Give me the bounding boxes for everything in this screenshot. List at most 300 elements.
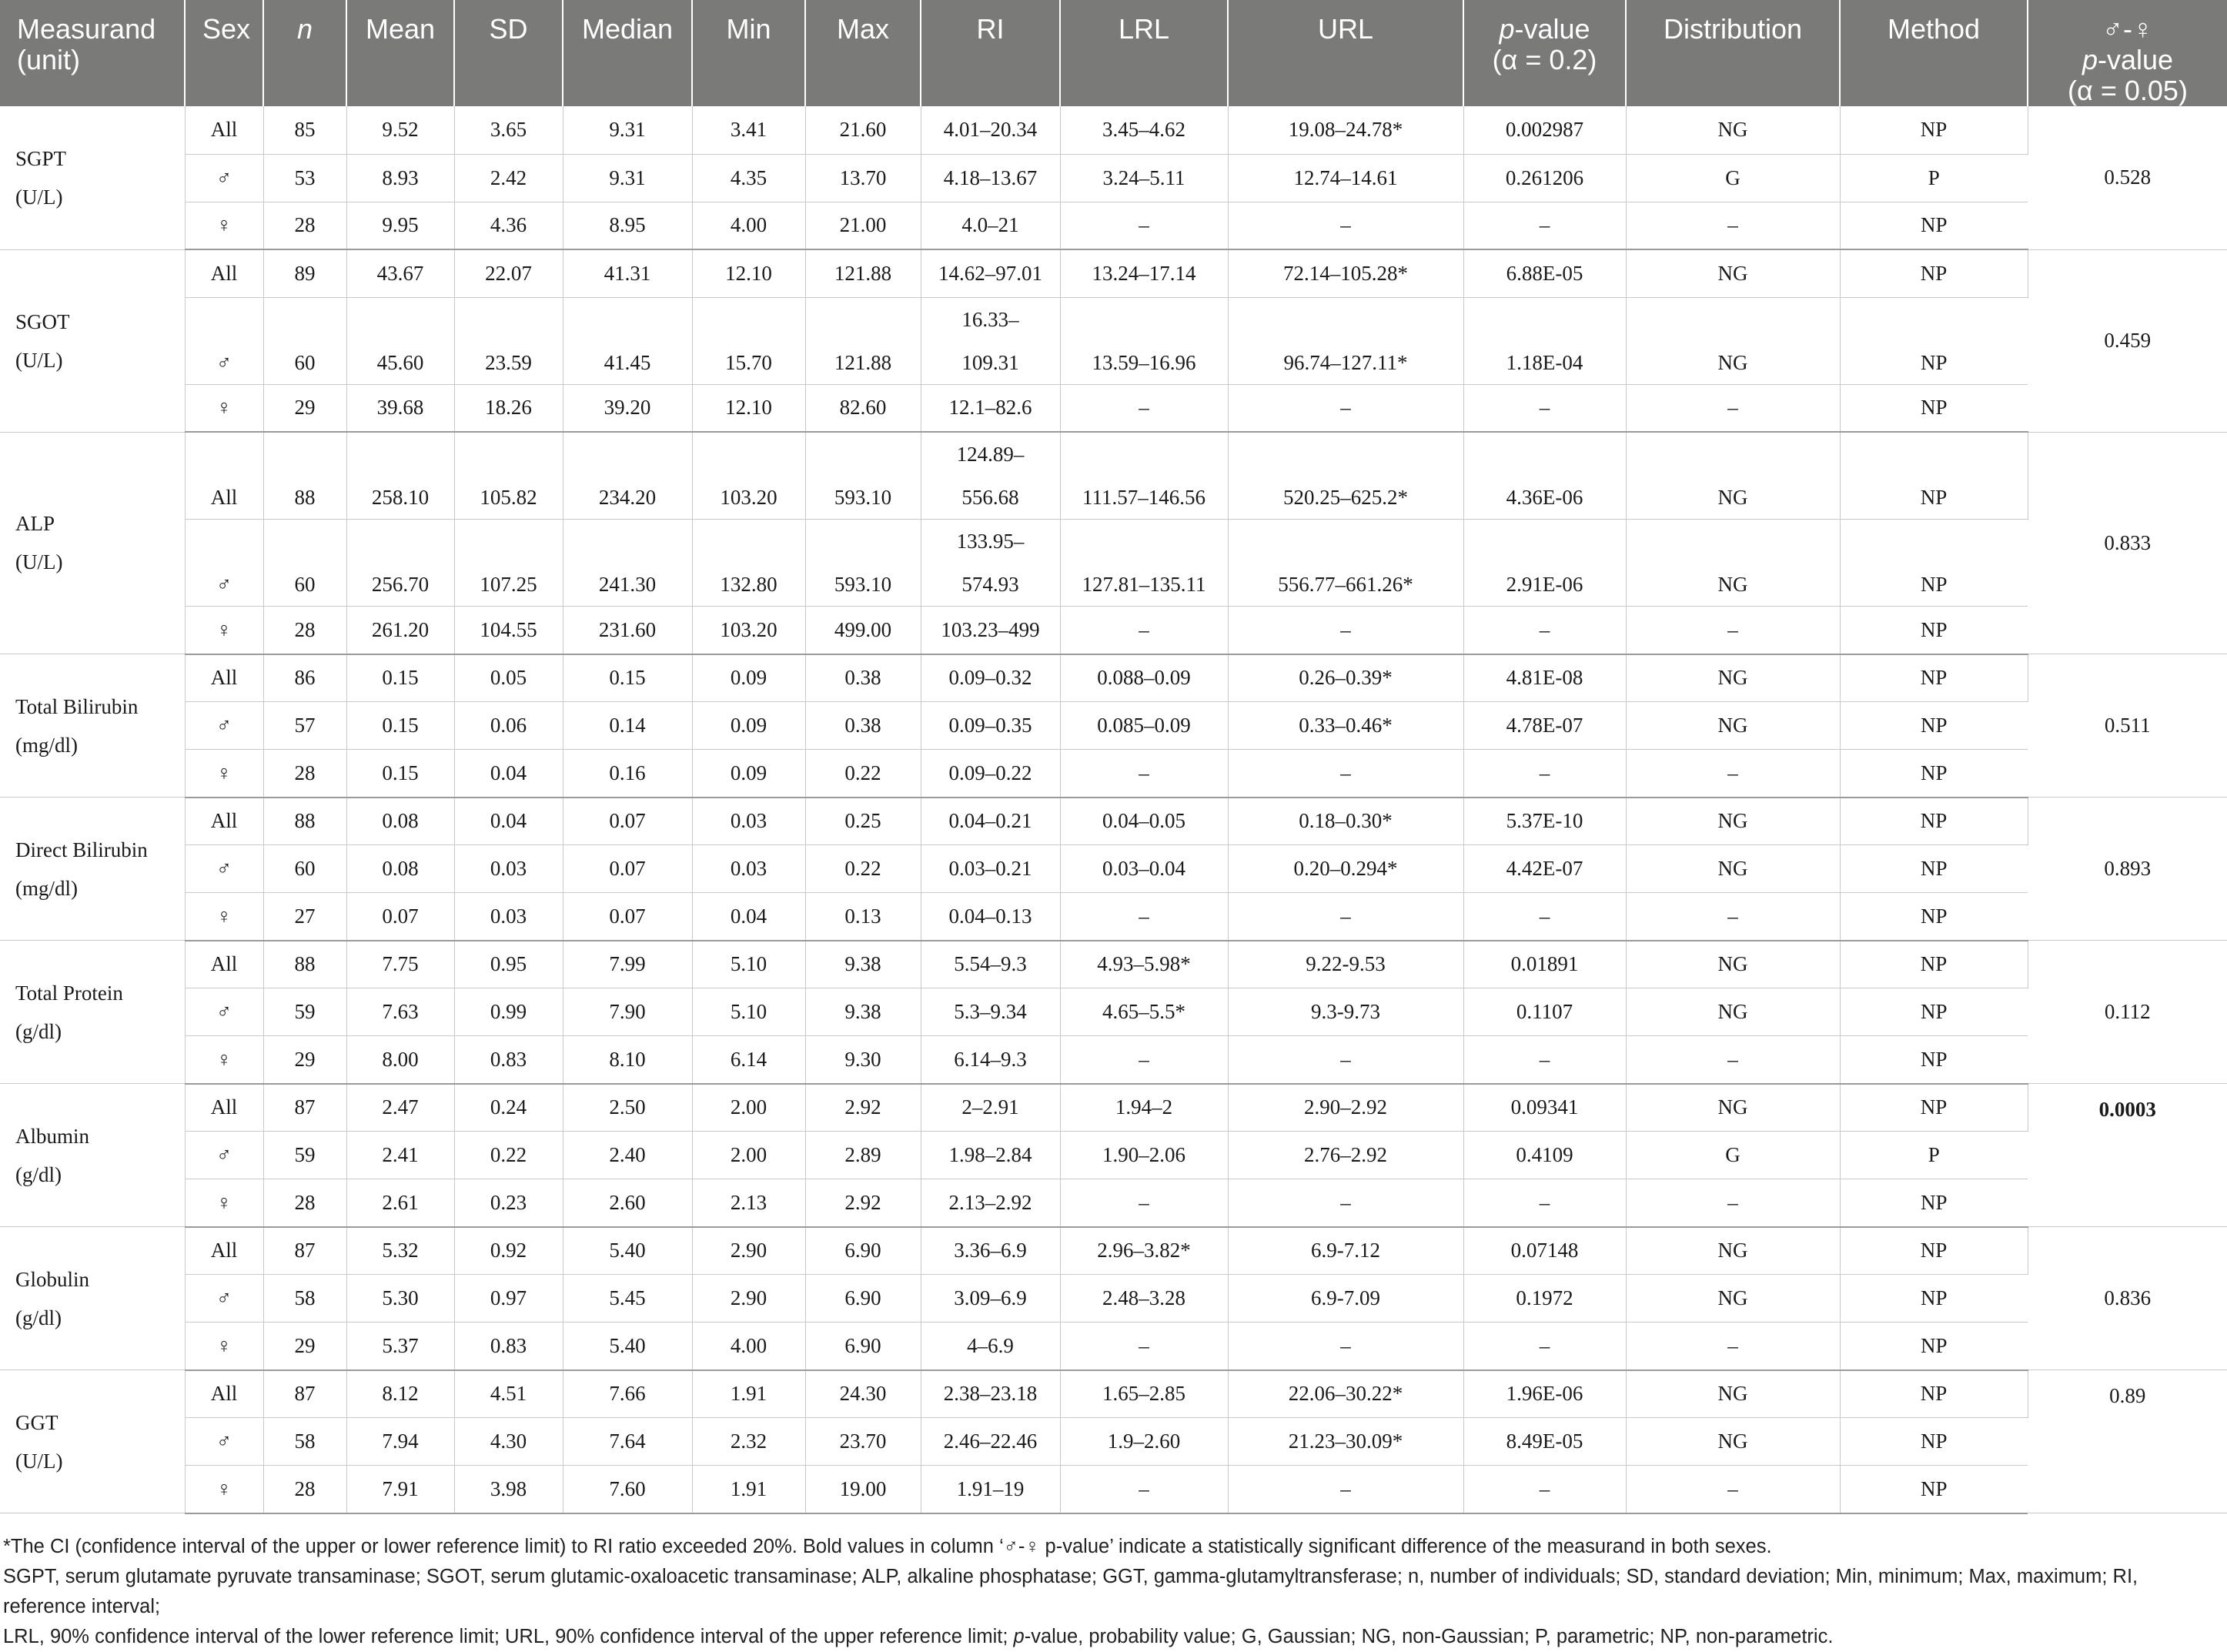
sd-cell: 0.23 [454, 1179, 563, 1227]
measurand-name: ALP [15, 512, 55, 536]
sex-cell: All [185, 1227, 263, 1275]
method-cell: NP [1840, 432, 2028, 520]
ri-cell: 6.14–9.3 [921, 1036, 1060, 1084]
lrl-cell: – [1060, 750, 1228, 798]
lrl-cell: 3.24–5.11 [1060, 154, 1228, 202]
ri-cell: 4.18–13.67 [921, 154, 1060, 202]
url-cell: 520.25–625.2* [1228, 432, 1463, 520]
p-value-cell: 0.09341 [1463, 1084, 1626, 1132]
median-cell: 0.07 [563, 798, 692, 845]
table-row [0, 1227, 2227, 1275]
ri-cell: 5.54–9.3 [921, 941, 1060, 988]
min-cell: 103.20 [692, 607, 805, 654]
ri-cell: 5.3–9.34 [921, 988, 1060, 1036]
sex-cell: ♂ [185, 297, 263, 384]
p-value-cell: – [1463, 1466, 1626, 1513]
method-cell: P [1840, 1132, 2028, 1179]
lrl-cell: 1.65–2.85 [1060, 1370, 1228, 1418]
n-cell: 28 [263, 750, 346, 798]
n-cell: 89 [263, 249, 346, 297]
table-row [0, 249, 2227, 297]
sex-difference-p-value-cell: 0.511 [2028, 654, 2227, 798]
method-cell: NP [1840, 798, 2028, 845]
measurand-cell [0, 432, 185, 654]
table-row [0, 384, 2227, 432]
p-value-cell: 0.002987 [1463, 106, 1626, 154]
url-cell: – [1228, 893, 1463, 941]
method-cell: NP [1840, 893, 2028, 941]
n-cell: 59 [263, 988, 346, 1036]
sd-cell: 104.55 [454, 607, 563, 654]
method-cell: NP [1840, 750, 2028, 798]
n-cell: 60 [263, 297, 346, 384]
url-cell: – [1228, 1036, 1463, 1084]
method-cell: NP [1840, 654, 2028, 702]
sex-cell: ♀ [185, 1179, 263, 1227]
median-cell: 39.20 [563, 384, 692, 432]
ri-cell: 14.62–97.01 [921, 249, 1060, 297]
p-value-cell: 2.91E-06 [1463, 520, 1626, 607]
max-cell: 121.88 [805, 249, 921, 297]
url-cell: 0.20–0.294* [1228, 845, 1463, 893]
mean-cell: 258.10 [346, 432, 454, 520]
lrl-cell: 0.088–0.09 [1060, 654, 1228, 702]
mean-cell: 0.07 [346, 893, 454, 941]
distribution-cell: NG [1626, 654, 1840, 702]
median-cell: 9.31 [563, 154, 692, 202]
n-cell: 58 [263, 1275, 346, 1323]
ri-cell [921, 520, 1060, 607]
ri-cell: 4.0–21 [921, 202, 1060, 249]
min-cell: 1.91 [692, 1370, 805, 1418]
sd-cell: 0.05 [454, 654, 563, 702]
table-body [0, 106, 2227, 1513]
distribution-cell: – [1626, 1179, 1840, 1227]
median-cell: 5.40 [563, 1323, 692, 1370]
min-cell: 0.03 [692, 845, 805, 893]
url-cell: – [1228, 1323, 1463, 1370]
ri-cell: 0.09–0.35 [921, 702, 1060, 750]
measurand-cell [0, 249, 185, 432]
sd-cell: 18.26 [454, 384, 563, 432]
lrl-cell: 3.45–4.62 [1060, 106, 1228, 154]
method-cell: NP [1840, 202, 2028, 249]
median-cell: 41.45 [563, 297, 692, 384]
max-cell: 9.38 [805, 988, 921, 1036]
mean-cell: 0.08 [346, 845, 454, 893]
sd-cell: 0.06 [454, 702, 563, 750]
n-cell: 59 [263, 1132, 346, 1179]
url-cell: 2.76–2.92 [1228, 1132, 1463, 1179]
ri-cell: 4.01–20.34 [921, 106, 1060, 154]
url-cell: 12.74–14.61 [1228, 154, 1463, 202]
sd-cell: 0.83 [454, 1323, 563, 1370]
n-cell: 29 [263, 1323, 346, 1370]
mean-cell: 0.15 [346, 750, 454, 798]
header-min: Min [692, 0, 805, 106]
footnote-abbreviations-continued: LRL, 90% confidence interval of the lower reference limit; URL, 90% confidence interval of the upper reference limit; p-value, probability value; G, Gaussian; NG, non-Gaussian; P, parametric; NP, non-parametric. [3, 1626, 1834, 1647]
header-lrl: LRL [1060, 0, 1228, 106]
measurand-unit: (mg/dl) [15, 876, 78, 900]
min-cell: 2.90 [692, 1227, 805, 1275]
table-row [0, 106, 2227, 154]
method-cell: NP [1840, 941, 2028, 988]
ri-cell: 2.46–22.46 [921, 1418, 1060, 1466]
lrl-cell: 1.94–2 [1060, 1084, 1228, 1132]
lrl-cell: 13.24–17.14 [1060, 249, 1228, 297]
p-value-cell: – [1463, 202, 1626, 249]
max-cell: 0.22 [805, 750, 921, 798]
measurand-unit: (U/L) [15, 185, 63, 209]
min-cell: 4.35 [692, 154, 805, 202]
mean-cell: 0.15 [346, 702, 454, 750]
p-value-cell: 0.01891 [1463, 941, 1626, 988]
method-cell: NP [1840, 1466, 2028, 1513]
distribution-cell: NG [1626, 1275, 1840, 1323]
sex-difference-p-value-cell: 0.528 [2028, 106, 2227, 249]
median-cell: 0.07 [563, 845, 692, 893]
sex-cell: ♀ [185, 1036, 263, 1084]
url-cell: 0.18–0.30* [1228, 798, 1463, 845]
max-cell: 6.90 [805, 1323, 921, 1370]
url-cell: – [1228, 607, 1463, 654]
measurand-name: SGOT [15, 309, 70, 333]
distribution-cell: NG [1626, 941, 1840, 988]
p-value-cell: 0.261206 [1463, 154, 1626, 202]
sd-cell: 22.07 [454, 249, 563, 297]
mean-cell: 2.61 [346, 1179, 454, 1227]
distribution-cell: – [1626, 607, 1840, 654]
sex-cell: ♂ [185, 845, 263, 893]
sd-cell: 0.99 [454, 988, 563, 1036]
ri-cell: 0.04–0.13 [921, 893, 1060, 941]
table-row [0, 1084, 2227, 1132]
url-cell: – [1228, 202, 1463, 249]
distribution-cell: – [1626, 1323, 1840, 1370]
ri-cell: 103.23–499 [921, 607, 1060, 654]
sd-cell: 0.03 [454, 845, 563, 893]
median-cell: 234.20 [563, 432, 692, 520]
n-cell: 28 [263, 1179, 346, 1227]
median-cell: 8.95 [563, 202, 692, 249]
url-cell: – [1228, 384, 1463, 432]
sex-cell: ♀ [185, 750, 263, 798]
mean-cell: 261.20 [346, 607, 454, 654]
max-cell: 19.00 [805, 1466, 921, 1513]
measurand-name: SGPT [15, 146, 67, 170]
sex-cell: ♀ [185, 607, 263, 654]
max-cell: 24.30 [805, 1370, 921, 1418]
method-cell: NP [1840, 520, 2028, 607]
distribution-cell: NG [1626, 702, 1840, 750]
distribution-cell: NG [1626, 106, 1840, 154]
mean-cell: 256.70 [346, 520, 454, 607]
n-cell: 28 [263, 1466, 346, 1513]
n-cell: 57 [263, 702, 346, 750]
table-row [0, 941, 2227, 988]
n-cell: 53 [263, 154, 346, 202]
median-cell: 0.16 [563, 750, 692, 798]
sex-cell: ♀ [185, 1466, 263, 1513]
min-cell: 12.10 [692, 249, 805, 297]
url-cell: 72.14–105.28* [1228, 249, 1463, 297]
url-cell: – [1228, 750, 1463, 798]
sex-cell: ♂ [185, 1418, 263, 1466]
sex-difference-p-value-cell: 0.833 [2028, 432, 2227, 654]
p-value-cell: 4.36E-06 [1463, 432, 1626, 520]
lrl-cell: – [1060, 384, 1228, 432]
mean-cell: 39.68 [346, 384, 454, 432]
table-row [0, 654, 2227, 702]
max-cell: 2.89 [805, 1132, 921, 1179]
min-cell: 12.10 [692, 384, 805, 432]
sex-cell: All [185, 654, 263, 702]
p-value-cell: – [1463, 1179, 1626, 1227]
p-value-cell: 0.4109 [1463, 1132, 1626, 1179]
n-cell: 88 [263, 941, 346, 988]
header-distribution: Distribution [1626, 0, 1840, 106]
method-cell: NP [1840, 1179, 2028, 1227]
method-cell: P [1840, 154, 2028, 202]
table-row [0, 1466, 2227, 1513]
mean-cell: 5.37 [346, 1323, 454, 1370]
max-cell: 0.22 [805, 845, 921, 893]
distribution-cell: – [1626, 1466, 1840, 1513]
method-cell: NP [1840, 1084, 2028, 1132]
table-row [0, 607, 2227, 654]
table-row [0, 1132, 2227, 1179]
url-cell: 9.22-9.53 [1228, 941, 1463, 988]
method-cell: NP [1840, 1323, 2028, 1370]
mean-cell: 8.93 [346, 154, 454, 202]
footnote-abbreviations: SGPT, serum glutamate pyruvate transaminase; SGOT, serum glutamic-oxaloacetic transaminase; ALP, alkaline phosphatase; GGT, gamma-glutamyltransferase; n, number of individuals; SD, standard deviation; Min, minimum; Max, maximum; RI, reference interval; [3, 1566, 2138, 1617]
ri-cell: 12.1–82.6 [921, 384, 1060, 432]
method-cell: NP [1840, 1036, 2028, 1084]
ri-cell: 0.09–0.22 [921, 750, 1060, 798]
p-value-cell: – [1463, 1036, 1626, 1084]
distribution-cell: – [1626, 384, 1840, 432]
median-cell: 7.64 [563, 1418, 692, 1466]
max-cell: 0.38 [805, 654, 921, 702]
min-cell: 5.10 [692, 941, 805, 988]
lrl-cell: – [1060, 202, 1228, 249]
lrl-cell: 0.03–0.04 [1060, 845, 1228, 893]
distribution-cell: NG [1626, 249, 1840, 297]
max-cell: 9.30 [805, 1036, 921, 1084]
url-cell: 96.74–127.11* [1228, 297, 1463, 384]
max-cell: 0.25 [805, 798, 921, 845]
lrl-cell: – [1060, 1036, 1228, 1084]
distribution-cell: G [1626, 1132, 1840, 1179]
median-cell: 2.60 [563, 1179, 692, 1227]
sd-cell: 0.97 [454, 1275, 563, 1323]
lrl-cell: 111.57–146.56 [1060, 432, 1228, 520]
p-value-cell: – [1463, 384, 1626, 432]
url-cell: 556.77–661.26* [1228, 520, 1463, 607]
mean-cell: 7.91 [346, 1466, 454, 1513]
url-cell: 2.90–2.92 [1228, 1084, 1463, 1132]
median-cell: 7.60 [563, 1466, 692, 1513]
lrl-cell: 0.085–0.09 [1060, 702, 1228, 750]
min-cell: 6.14 [692, 1036, 805, 1084]
header-sd: SD [454, 0, 563, 106]
distribution-cell: NG [1626, 1227, 1840, 1275]
table-footnotes [0, 1532, 2217, 1652]
min-cell: 0.09 [692, 702, 805, 750]
lrl-cell: 4.93–5.98* [1060, 941, 1228, 988]
max-cell: 593.10 [805, 432, 921, 520]
url-cell: – [1228, 1179, 1463, 1227]
lrl-cell: 0.04–0.05 [1060, 798, 1228, 845]
measurand-name: Direct Bilirubin [15, 838, 148, 861]
n-cell: 29 [263, 384, 346, 432]
min-cell: 2.90 [692, 1275, 805, 1323]
median-cell: 9.31 [563, 106, 692, 154]
min-cell: 3.41 [692, 106, 805, 154]
n-cell: 29 [263, 1036, 346, 1084]
min-cell: 15.70 [692, 297, 805, 384]
table-row [0, 1179, 2227, 1227]
url-cell: 6.9-7.12 [1228, 1227, 1463, 1275]
distribution-cell: NG [1626, 520, 1840, 607]
max-cell: 82.60 [805, 384, 921, 432]
measurand-name: GGT [15, 1410, 59, 1434]
distribution-cell: NG [1626, 988, 1840, 1036]
max-cell: 6.90 [805, 1227, 921, 1275]
mean-cell: 8.12 [346, 1370, 454, 1418]
mean-cell: 7.63 [346, 988, 454, 1036]
median-cell: 5.40 [563, 1227, 692, 1275]
min-cell: 103.20 [692, 432, 805, 520]
url-cell: 6.9-7.09 [1228, 1275, 1463, 1323]
n-cell: 58 [263, 1418, 346, 1466]
lrl-cell: 2.96–3.82* [1060, 1227, 1228, 1275]
method-cell: NP [1840, 988, 2028, 1036]
n-cell: 86 [263, 654, 346, 702]
p-value-cell: 0.07148 [1463, 1227, 1626, 1275]
mean-cell: 5.30 [346, 1275, 454, 1323]
sex-cell: ♀ [185, 893, 263, 941]
median-cell: 41.31 [563, 249, 692, 297]
n-cell: 27 [263, 893, 346, 941]
sd-cell: 0.92 [454, 1227, 563, 1275]
sd-cell: 23.59 [454, 297, 563, 384]
sex-cell: All [185, 249, 263, 297]
sex-cell: All [185, 432, 263, 520]
table-row [0, 1275, 2227, 1323]
measurand-cell [0, 1084, 185, 1227]
url-cell: 0.26–0.39* [1228, 654, 1463, 702]
ri-upper-part: 109.31 [961, 350, 1019, 374]
p-value-cell: 4.78E-07 [1463, 702, 1626, 750]
max-cell: 13.70 [805, 154, 921, 202]
mean-cell: 9.52 [346, 106, 454, 154]
measurand-name: Total Protein [15, 981, 123, 1005]
measurand-name: Total Bilirubin [15, 694, 139, 718]
sex-cell: ♂ [185, 702, 263, 750]
p-value-cell: 0.1972 [1463, 1275, 1626, 1323]
sex-difference-p-value-cell: 0.112 [2028, 941, 2227, 1084]
ri-cell: 0.03–0.21 [921, 845, 1060, 893]
ri-cell: 1.91–19 [921, 1466, 1060, 1513]
method-cell: NP [1840, 1275, 2028, 1323]
ri-cell: 2–2.91 [921, 1084, 1060, 1132]
sd-cell: 2.42 [454, 154, 563, 202]
method-cell: NP [1840, 845, 2028, 893]
max-cell: 2.92 [805, 1179, 921, 1227]
table-row [0, 432, 2227, 520]
max-cell: 2.92 [805, 1084, 921, 1132]
sd-cell: 0.83 [454, 1036, 563, 1084]
sex-cell: ♂ [185, 520, 263, 607]
sd-cell: 3.65 [454, 106, 563, 154]
min-cell: 2.00 [692, 1132, 805, 1179]
sex-difference-p-value-cell: 0.459 [2028, 249, 2227, 432]
sex-cell: All [185, 941, 263, 988]
min-cell: 2.00 [692, 1084, 805, 1132]
sd-cell: 4.30 [454, 1418, 563, 1466]
sex-cell: ♀ [185, 384, 263, 432]
median-cell: 7.99 [563, 941, 692, 988]
p-value-cell: – [1463, 607, 1626, 654]
sd-cell: 4.36 [454, 202, 563, 249]
mean-cell: 45.60 [346, 297, 454, 384]
table-row [0, 750, 2227, 798]
n-cell: 87 [263, 1084, 346, 1132]
measurand-unit: (g/dl) [15, 1019, 62, 1043]
n-cell: 88 [263, 432, 346, 520]
mean-cell: 43.67 [346, 249, 454, 297]
method-cell: NP [1840, 1227, 2028, 1275]
max-cell: 9.38 [805, 941, 921, 988]
measurand-unit: (mg/dl) [15, 733, 78, 757]
measurand-unit: (g/dl) [15, 1162, 62, 1186]
url-cell: 19.08–24.78* [1228, 106, 1463, 154]
mean-cell: 0.08 [346, 798, 454, 845]
max-cell: 593.10 [805, 520, 921, 607]
header-n: n [263, 0, 346, 106]
sd-cell: 0.22 [454, 1132, 563, 1179]
median-cell: 2.50 [563, 1084, 692, 1132]
min-cell: 2.13 [692, 1179, 805, 1227]
table-row [0, 202, 2227, 249]
sex-cell: All [185, 106, 263, 154]
table-row [0, 1418, 2227, 1466]
url-cell: 22.06–30.22* [1228, 1370, 1463, 1418]
lrl-cell: 2.48–3.28 [1060, 1275, 1228, 1323]
n-cell: 28 [263, 607, 346, 654]
mean-cell: 0.15 [346, 654, 454, 702]
measurand-cell [0, 941, 185, 1084]
measurand-unit: (U/L) [15, 550, 63, 574]
p-value-cell: 1.18E-04 [1463, 297, 1626, 384]
distribution-cell: NG [1626, 297, 1840, 384]
table-row [0, 988, 2227, 1036]
ri-cell: 2.13–2.92 [921, 1179, 1060, 1227]
ri-cell: 3.36–6.9 [921, 1227, 1060, 1275]
max-cell: 0.13 [805, 893, 921, 941]
max-cell: 6.90 [805, 1275, 921, 1323]
header-max: Max [805, 0, 921, 106]
header-mean: Mean [346, 0, 454, 106]
url-cell: 21.23–30.09* [1228, 1418, 1463, 1466]
median-cell: 7.90 [563, 988, 692, 1036]
method-cell: NP [1840, 106, 2028, 154]
lrl-cell: 127.81–135.11 [1060, 520, 1228, 607]
ri-cell: 0.04–0.21 [921, 798, 1060, 845]
ri-upper-part: 574.93 [961, 573, 1019, 596]
distribution-cell: NG [1626, 432, 1840, 520]
